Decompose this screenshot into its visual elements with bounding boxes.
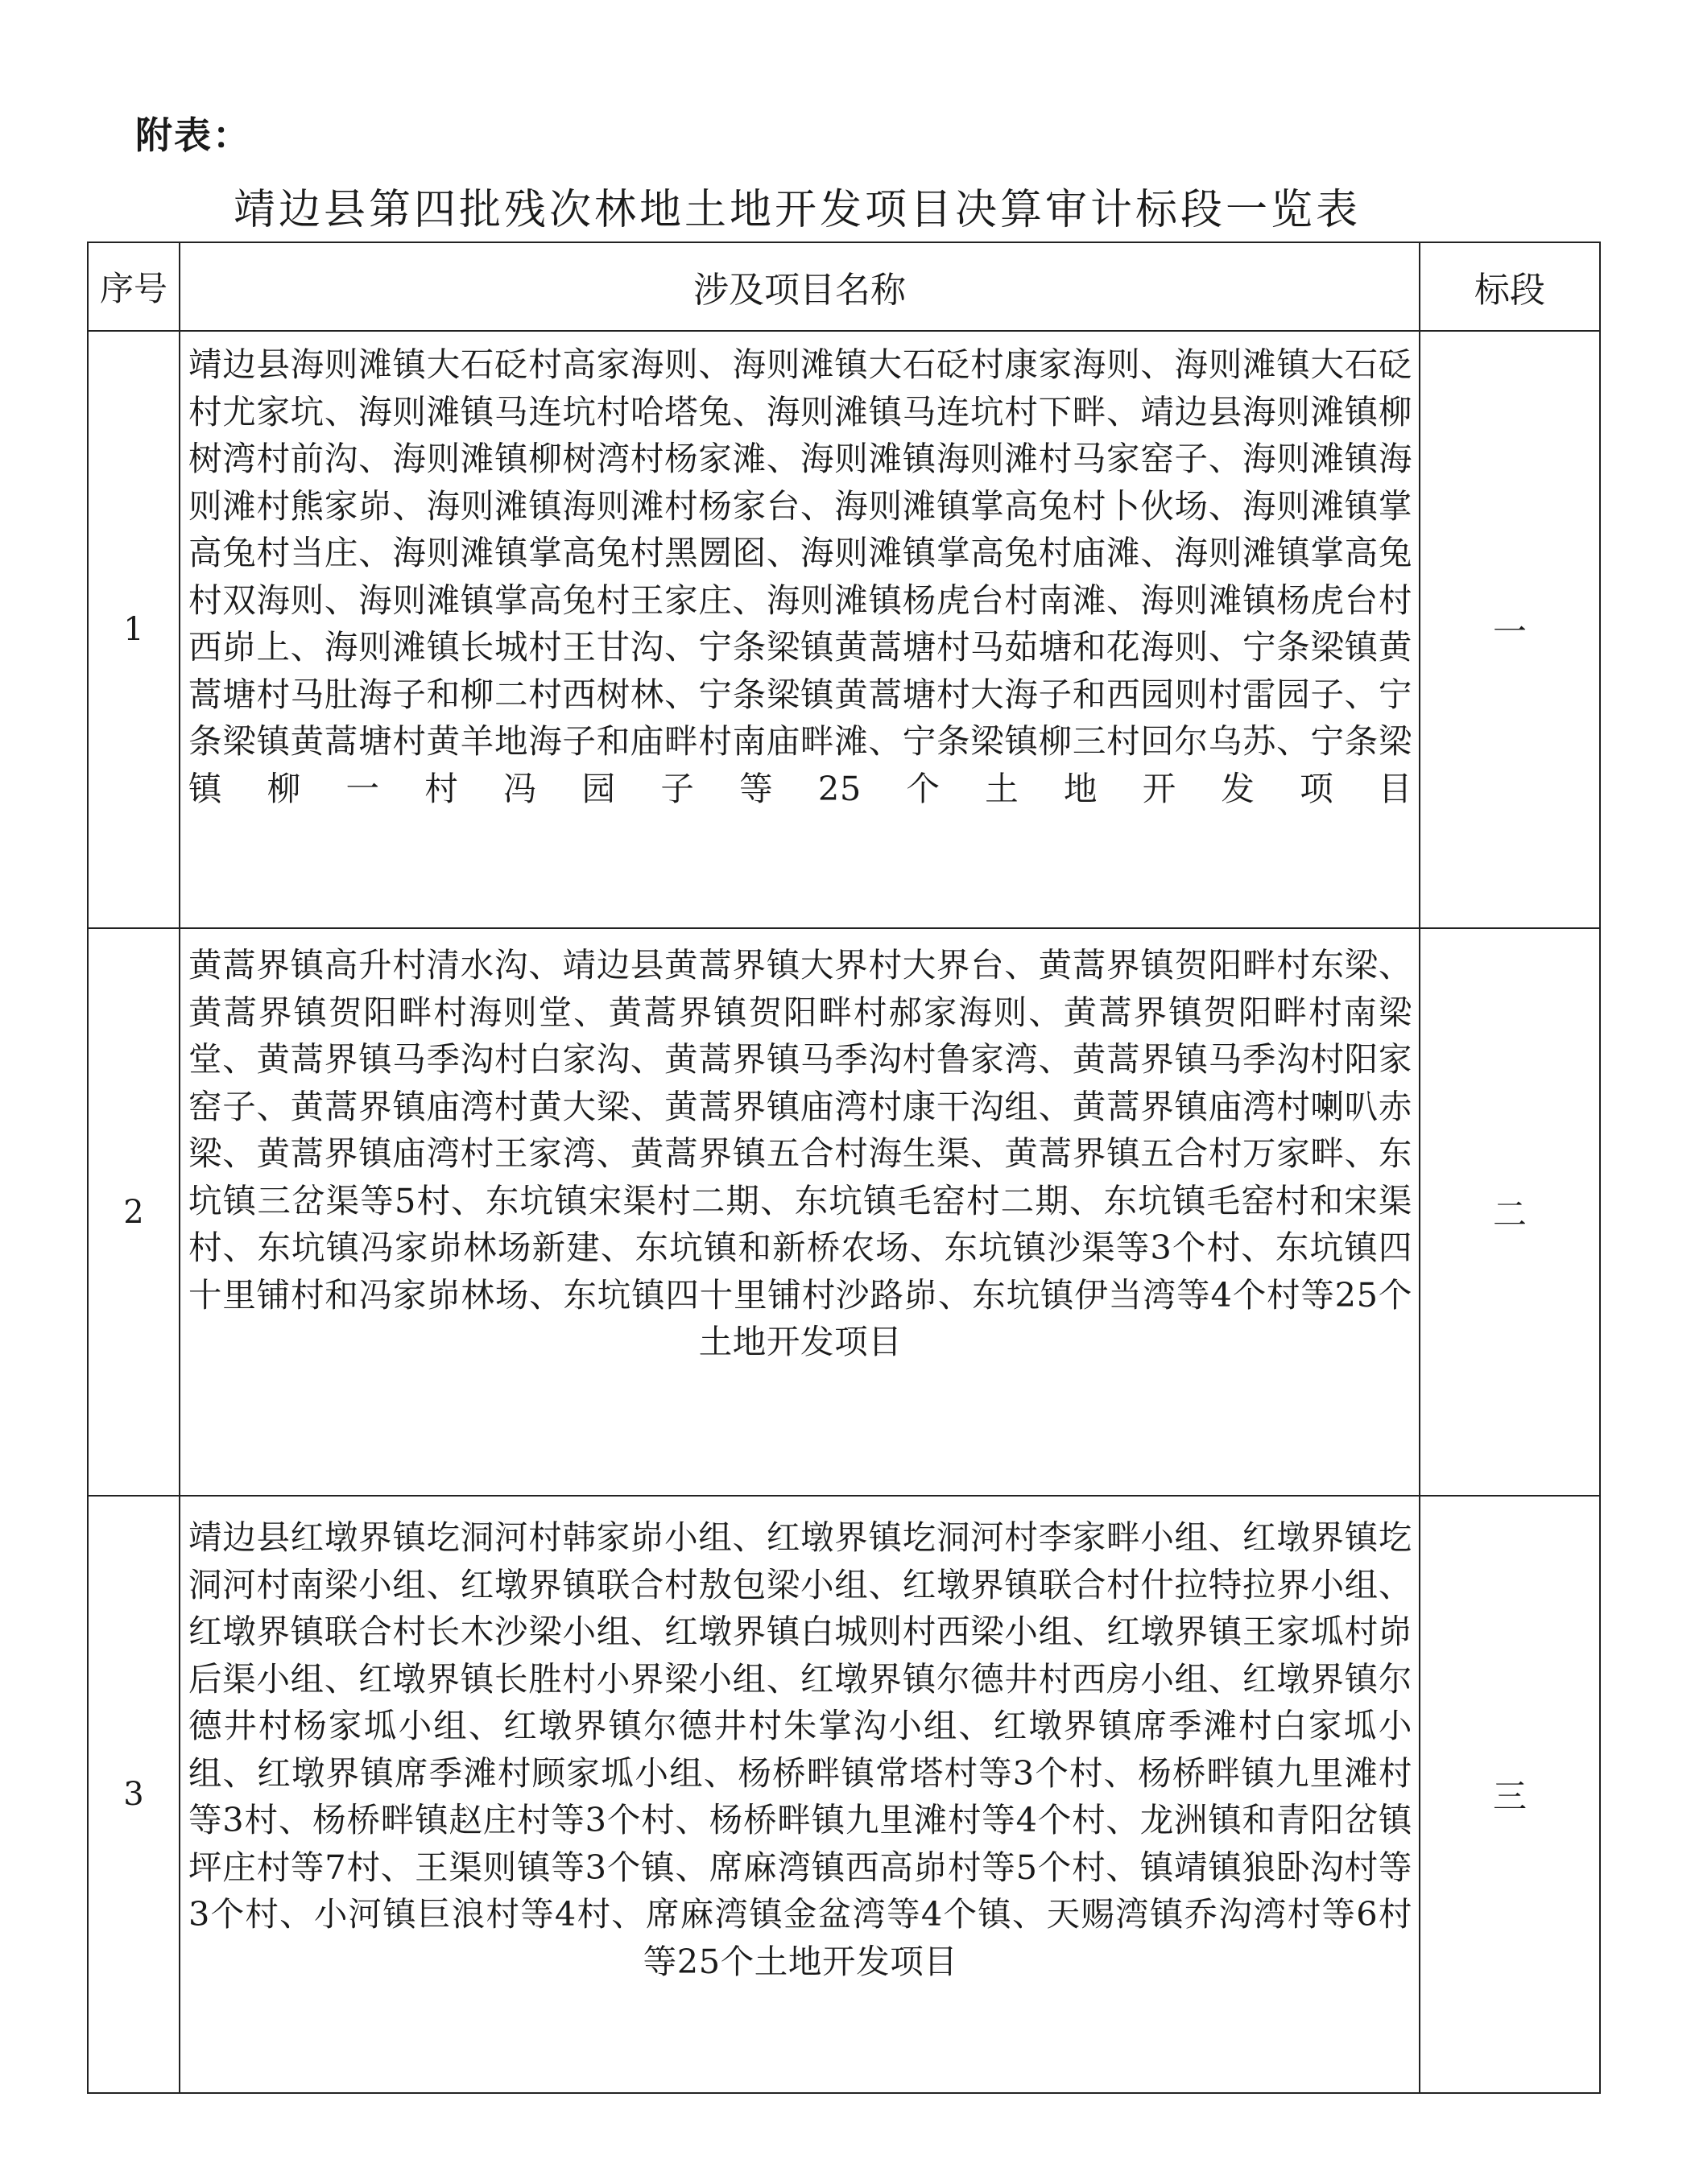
table-header-row <box>88 242 1600 331</box>
page-title: 靖边县第四批残次林地土地开发项目决算审计标段一览表 <box>234 186 1362 234</box>
table-row <box>88 1496 1600 2093</box>
project-name-cell <box>180 928 1420 1496</box>
project-name-text: 靖边县红墩界镇圪洞河村韩家峁小组、红墩界镇圪洞河村李家畔小组、红墩界镇圪洞河村南梁小组、红墩界镇联合村敖包梁小组、红墩界镇联合村什拉特拉界小组、红墩界镇联合村长木沙梁小组、红墩界镇白城则村西梁小组、红墩界镇王家坬村峁后渠小组、红墩界镇长胜村小界梁小组、红墩界镇尔德井村西房小组、红墩界镇尔德井村杨家坬小组、红墩界镇尔德井村朱掌沟小组、红墩界镇席季滩村白家坬小组、红墩界镇席季滩村顾家坬小组、杨桥畔镇常塔村等3个村、杨桥畔镇九里滩村等3村、杨桥畔镇赵庄村等3个村、杨桥畔镇九里滩村等4个村、龙洲镇和青阳岔镇坪庄村等7村、王渠则镇等3个镇、席麻湾镇西高峁村等5个村、镇靖镇狼卧沟村等3个村、小河镇巨浪村等4村、席麻湾镇金盆湾等4个镇、天赐湾镇乔沟湾村等6村等25个土地开发项目 <box>188 1517 1412 1981</box>
seq-cell: 2 <box>88 928 180 1496</box>
section-cell: 一 <box>1420 331 1600 928</box>
annex-label: 附表： <box>135 114 251 157</box>
project-name-cell <box>180 331 1420 928</box>
project-name-text: 靖边县海则滩镇大石砭村高家海则、海则滩镇大石砭村康家海则、海则滩镇大石砭村尤家坑、海则滩镇马连坑村哈塔兔、海则滩镇马连坑村下畔、靖边县海则滩镇柳树湾村前沟、海则滩镇柳树湾村杨家滩、海则滩镇海则滩村马家窑子、海则滩镇海则滩村熊家峁、海则滩镇海则滩村杨家台、海则滩镇掌高兔村卜伙场、海则滩镇掌高兔村当庄、海则滩镇掌高兔村黑圐囵、海则滩镇掌高兔村庙滩、海则滩镇掌高兔村双海则、海则滩镇掌高兔村王家庄、海则滩镇杨虎台村南滩、海则滩镇杨虎台村西峁上、海则滩镇长城村王甘沟、宁条梁镇黄蒿塘村马茹塘和花海则、宁条梁镇黄蒿塘村马肚海子和柳二村西树林、宁条梁镇黄蒿塘村大海子和西园则村雷园子、宁条梁镇黄蒿塘村黄羊地海子和庙畔村南庙畔滩、宁条梁镇柳三村回尔乌苏、宁条梁镇柳一村冯园子等25个土地开发项目 <box>188 345 1412 808</box>
project-name-text: 黄蒿界镇高升村清水沟、靖边县黄蒿界镇大界村大界台、黄蒿界镇贺阳畔村东梁、黄蒿界镇贺阳畔村海则堂、黄蒿界镇贺阳畔村郝家海则、黄蒿界镇贺阳畔村南梁堂、黄蒿界镇马季沟村白家沟、黄蒿界镇马季沟村鲁家湾、黄蒿界镇马季沟村阳家窑子、黄蒿界镇庙湾村黄大梁、黄蒿界镇庙湾村康干沟组、黄蒿界镇庙湾村喇叭赤梁、黄蒿界镇庙湾村王家湾、黄蒿界镇五合村海生渠、黄蒿界镇五合村万家畔、东坑镇三岔渠等5村、东坑镇宋渠村二期、东坑镇毛窑村二期、东坑镇毛窑村和宋渠村、东坑镇冯家峁林场新建、东坑镇和新桥农场、东坑镇沙渠等3个村、东坑镇四十里铺村和冯家峁林场、东坑镇四十里铺村沙路峁、东坑镇伊当湾等4个村等25个土地开发项目 <box>188 945 1412 1361</box>
table-row <box>88 331 1600 928</box>
section-cell: 三 <box>1420 1496 1600 2093</box>
project-section-table <box>87 242 1601 2094</box>
header-section: 标段 <box>1420 242 1600 331</box>
seq-cell: 1 <box>88 331 180 928</box>
section-cell: 二 <box>1420 928 1600 1496</box>
table-row <box>88 928 1600 1496</box>
project-name-cell <box>180 1496 1420 2093</box>
header-seq: 序号 <box>88 242 180 331</box>
seq-cell: 3 <box>88 1496 180 2093</box>
header-project-name: 涉及项目名称 <box>180 242 1420 331</box>
